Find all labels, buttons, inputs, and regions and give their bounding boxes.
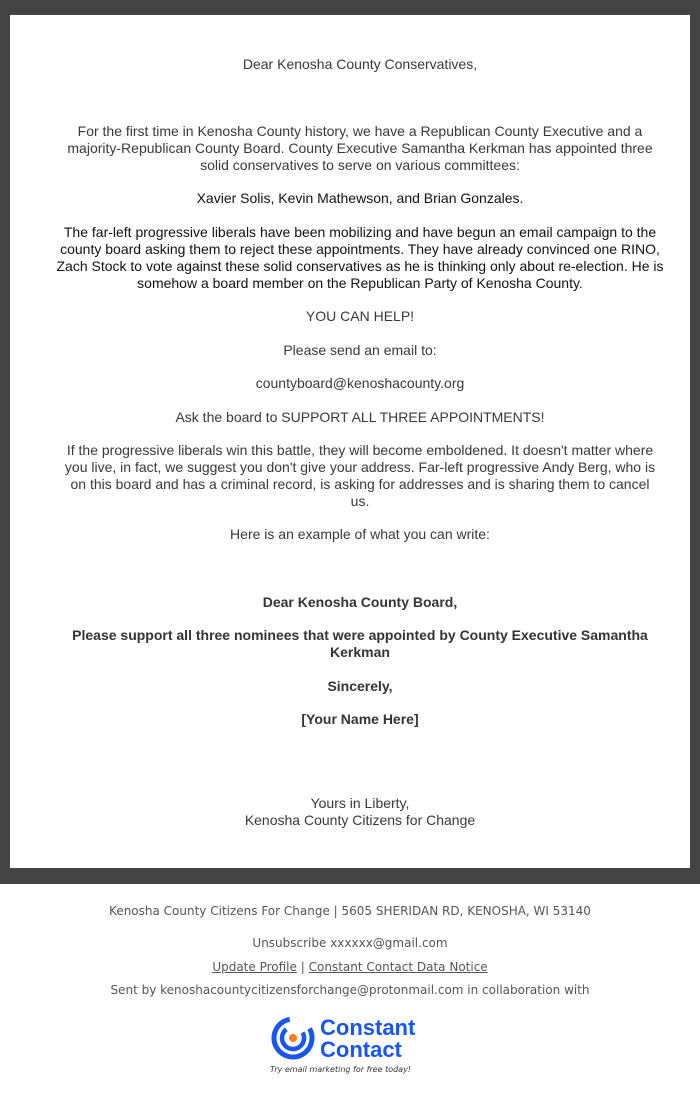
sample-name: [Your Name Here] bbox=[301, 711, 419, 727]
example-intro: Here is an example of what you can write: bbox=[230, 526, 490, 542]
constant-contact-icon bbox=[270, 1015, 316, 1061]
update-profile-link[interactable]: Update Profile bbox=[212, 960, 297, 974]
unsubscribe-link[interactable]: Unsubscribe xxxxxx@gmail.com bbox=[252, 936, 448, 950]
constant-contact-logo[interactable] bbox=[270, 1015, 440, 1075]
call-to-action: YOU CAN HELP! bbox=[305, 308, 415, 324]
paragraph-warning: If the progressive liberals win this battle, they will become emboldened. It doesn't matter where you live, in fact, we suggest you don't give your address. Far-left progressive Andy Berg, who is on this board and has a criminal record, is asking for addresses and is sharing them to cancel us. bbox=[64, 442, 656, 509]
signature: Kenosha County Citizens for Change bbox=[244, 812, 476, 828]
org-address: Kenosha County Citizens For Change | 5605 SHERIDAN RD, KENOSHA, WI 53140 bbox=[109, 904, 591, 918]
sample-body: Please support all three nominees that were appointed by County Executive Samantha Kerkman bbox=[72, 627, 648, 660]
logo-word-contact: Contact bbox=[320, 1037, 402, 1062]
letter-card bbox=[10, 15, 690, 868]
sample-closing: Sincerely, bbox=[327, 678, 393, 694]
footer-links bbox=[0, 960, 700, 974]
sent-by-line: Sent by kenoshacountycitizensforchange@protonmail.com in collaboration with bbox=[110, 983, 590, 997]
board-email-address[interactable]: countyboard@kenoshacounty.org bbox=[255, 375, 465, 391]
email-footer bbox=[0, 884, 700, 1098]
nominees-line: Xavier Solis, Kevin Mathewson, and Brian Gonzales. bbox=[196, 190, 524, 206]
paragraph-campaign: The far-left progressive liberals have been mobilizing and have begun an email campaign to the county board asking them to reject these appointments. They have already convinced one RINO, Zach Stock to vote against these solid conservatives as he is thinking only about re-election. He is somehow a board member on the Republican Party of Kenosha County. bbox=[56, 224, 664, 291]
ask-board-line: Ask the board to SUPPORT ALL THREE APPOINTMENTS! bbox=[175, 409, 545, 425]
logo-tagline: Try email marketing for free today! bbox=[270, 1065, 412, 1074]
paragraph-intro: For the first time in Kenosha County history, we have a Republican County Executive and a majority-Republican County Board. County Executive Samantha Kerkman has appointed three solid conservatives to serve on various committees: bbox=[67, 123, 653, 173]
footer-separator: | bbox=[300, 960, 305, 974]
data-notice-link[interactable]: Constant Contact Data Notice bbox=[308, 960, 488, 974]
send-email-line: Please send an email to: bbox=[283, 342, 437, 358]
logo-word-constant: Constant bbox=[320, 1015, 416, 1040]
letter-greeting: Dear Kenosha County Conservatives, bbox=[242, 56, 478, 72]
sample-greeting: Dear Kenosha County Board, bbox=[262, 594, 458, 610]
signoff: Yours in Liberty, bbox=[310, 795, 410, 811]
